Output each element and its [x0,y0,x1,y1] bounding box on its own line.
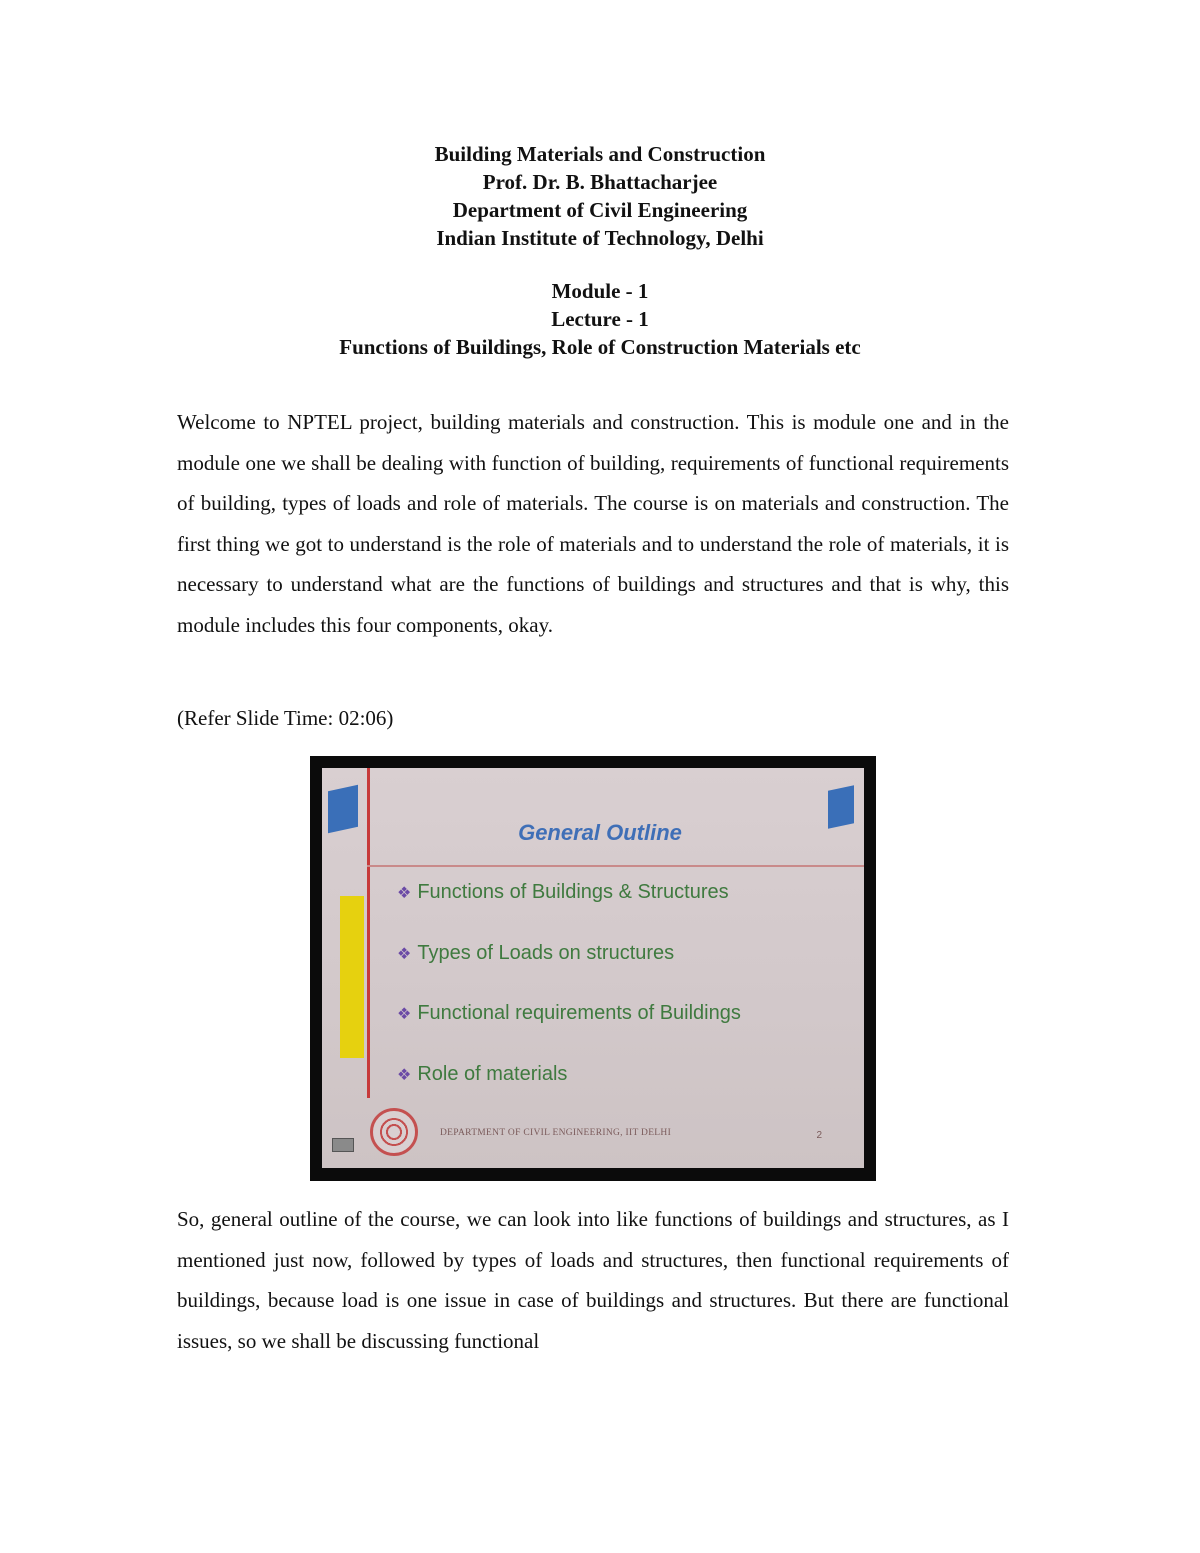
slide-page-number: 2 [816,1130,822,1141]
paragraph-1: Welcome to NPTEL project, building materials and construction. This is module one and in the module one we shall be dealing with function of building, requirements of functional requirements of building, types of loads and role of materials. The course is on materials and construction. The first thing we got to understand is the role of materials and to understand the role of materials, it is necessary to understand what are the functions of buildings and structures and that is why, this module includes this four components, okay. [177,410,1009,637]
slide-bullet-item [397,999,741,1060]
slide-nav-icon [332,1138,354,1152]
slide-corner-right-decoration [828,785,854,829]
slide-bullet-list [397,878,741,1120]
slide-title: General Outline [518,820,682,845]
document-header [0,140,1200,361]
slide-vertical-rule [367,768,370,1098]
professor-name: Prof. Dr. B. Bhattacharjee [482,170,718,194]
slide-bullet-item [397,878,741,939]
slide-bullet-text: Functions of Buildings & Structures [417,881,729,903]
course-title: Building Materials and Construction [434,142,766,166]
refer-slide-time: (Refer Slide Time: 02:06) [177,706,394,730]
department-name: Department of Civil Engineering [452,198,748,222]
slide-bullet-text: Role of materials [417,1062,568,1085]
paragraph-2: So, general outline of the course, we can look into like functions of buildings and structures, as I mentioned just now, followed by types of loads and structures, then functional requirements of buildings, because load is one issue in case of buildings and structures. But there are functional issues, so we shall be discussing functional [177,1207,1009,1353]
slide-bullet-item [397,1060,741,1121]
iit-delhi-logo-icon [370,1108,418,1156]
bullet-diamond-icon: ❖ [397,1066,412,1084]
slide-bullet-text: Functional requirements of Buildings [417,1002,741,1024]
bullet-diamond-icon: ❖ [397,945,412,963]
module-label: Module - 1 [551,279,649,303]
slide-corner-left-decoration [328,785,358,833]
slide-horizontal-rule [367,865,864,867]
institute-name: Indian Institute of Technology, Delhi [436,226,764,250]
header-spacer [0,252,1200,277]
slide-bullet-item [397,939,741,1000]
slide-yellow-bar [340,896,364,1058]
slide-content [322,768,864,1168]
lecture-title: Functions of Buildings, Role of Construction Materials etc [339,335,861,359]
lecture-label: Lecture - 1 [551,307,649,331]
slide-bullet-text: Types of Loads on structures [417,941,675,964]
slide-footer: DEPARTMENT OF CIVIL ENGINEERING, IIT DELHI [440,1128,672,1138]
slide-image [310,756,876,1181]
bullet-diamond-icon: ❖ [397,885,412,902]
bullet-diamond-icon: ❖ [397,1006,412,1023]
